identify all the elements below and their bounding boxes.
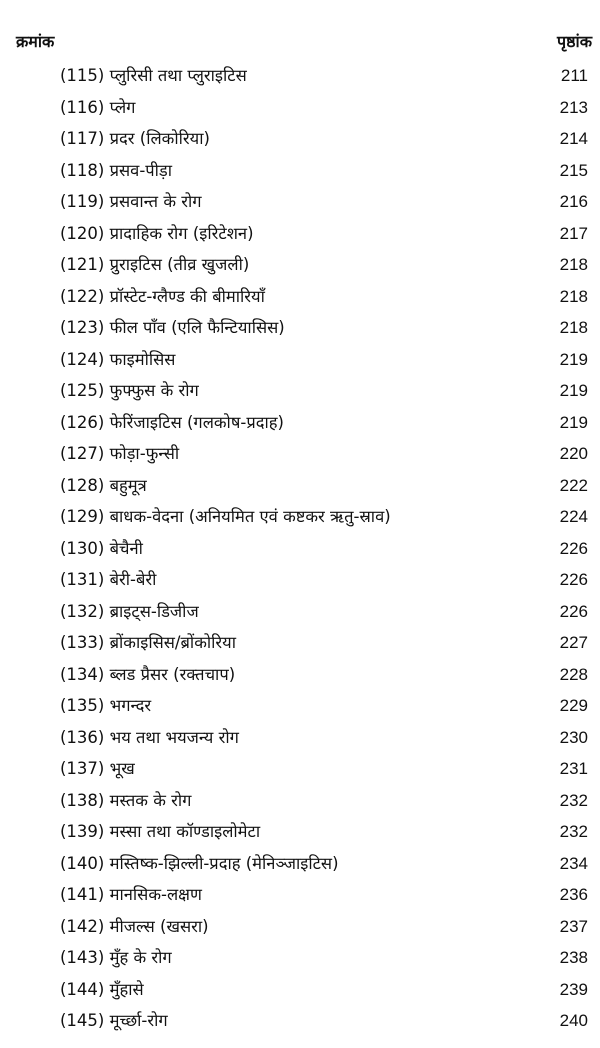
entry-title: (116) प्लेग	[60, 97, 136, 117]
list-item	[0, 312, 600, 344]
list-item	[0, 974, 600, 1006]
list-item	[0, 785, 600, 817]
entry-page-number: 229	[559, 696, 588, 715]
list-item	[0, 407, 600, 439]
list-item	[0, 344, 600, 376]
list-item	[0, 879, 600, 911]
entry-page-number: 219	[559, 381, 588, 400]
entry-title: (130) बेचैनी	[60, 538, 143, 558]
list-item	[0, 155, 600, 187]
entry-page-number: 230	[559, 727, 588, 747]
entry-title: (137) भूख	[60, 759, 135, 778]
entry-title: (117) प्रदर (लिकोरिया)	[60, 129, 210, 148]
entry-title: (138) मस्तक के रोग	[60, 790, 192, 810]
entry-title: (131) बेरी-बेरी	[60, 570, 157, 589]
entry-title: (144) मुँहासे	[60, 979, 144, 999]
entry-page-number: 240	[559, 1011, 588, 1030]
page-number-heading: पृष्ठांक	[557, 32, 592, 51]
entry-page-number: 218	[559, 318, 588, 337]
entry-page-number: 237	[559, 916, 588, 936]
entry-page-number: 224	[559, 507, 588, 526]
entry-title: (126) फेरिंजाइटिस (गलकोष-प्रदाह)	[60, 412, 284, 432]
list-item	[0, 123, 600, 155]
list-item	[0, 281, 600, 313]
entry-title: (129) बाधक-वेदना (अनियमित एवं कष्टकर ऋतु-स्राव)	[60, 507, 391, 526]
entry-page-number: 219	[559, 349, 588, 369]
list-item	[0, 60, 600, 92]
entry-page-number: 215	[559, 160, 588, 180]
entry-page-number: 219	[559, 412, 588, 432]
entry-page-number: 226	[559, 570, 588, 589]
entry-title: (124) फाइमोसिस	[60, 349, 176, 369]
list-item	[0, 564, 600, 596]
entry-title: (133) ब्रोंकाइसिस/ब्रोंकोरिया	[60, 633, 237, 652]
list-item	[0, 816, 600, 848]
entry-page-number: 226	[559, 538, 588, 558]
list-item	[0, 627, 600, 659]
entry-title: (145) मूर्च्छा-रोग	[60, 1011, 168, 1030]
entry-page-number: 211	[560, 66, 588, 85]
contents-header	[0, 30, 600, 58]
list-item	[0, 690, 600, 722]
list-item	[0, 1005, 600, 1037]
entry-page-number: 220	[559, 444, 588, 463]
entry-title: (122) प्रॉस्टेट-ग्लैण्ड की बीमारियाँ	[60, 286, 265, 306]
entry-page-number: 234	[559, 853, 588, 873]
list-item	[0, 249, 600, 281]
entry-title: (134) ब्लड प्रैसर (रक्तचाप)	[60, 664, 236, 684]
list-item	[0, 375, 600, 407]
entry-title: (143) मुँह के रोग	[60, 948, 172, 967]
entry-page-number: 228	[559, 664, 588, 684]
entry-title: (115) प्लुरिसी तथा प्लुराइटिस	[60, 66, 247, 85]
entry-title: (141) मानसिक-लक्षण	[60, 885, 202, 904]
entry-title: (123) फील पाँव (एलि फैन्टियासिस)	[60, 318, 285, 337]
contents-list	[0, 60, 600, 1037]
list-item	[0, 438, 600, 470]
list-item	[0, 753, 600, 785]
entry-page-number: 213	[559, 97, 588, 117]
entry-page-number: 232	[559, 790, 588, 810]
entry-title: (120) प्रादाहिक रोग (इरिटेशन)	[60, 223, 254, 243]
list-item	[0, 501, 600, 533]
entry-page-number: 214	[559, 129, 588, 148]
entry-title: (128) बहुमूत्र	[60, 475, 147, 495]
serial-number-heading: क्रमांक	[16, 32, 55, 51]
list-item	[0, 722, 600, 754]
entry-title: (125) फुफ्फुस के रोग	[60, 381, 199, 400]
entry-page-number: 231	[559, 759, 588, 778]
entry-page-number: 238	[559, 948, 588, 967]
entry-title: (140) मस्तिष्क-झिल्ली-प्रदाह (मेनिञ्जाइटिस)	[60, 853, 339, 873]
entry-page-number: 226	[559, 601, 588, 621]
entry-page-number: 236	[559, 885, 588, 904]
entry-page-number: 222	[559, 475, 588, 495]
entry-page-number: 227	[559, 633, 588, 652]
list-item	[0, 659, 600, 691]
list-item	[0, 186, 600, 218]
list-item	[0, 596, 600, 628]
entry-title: (119) प्रसवान्त के रोग	[60, 192, 202, 211]
list-item	[0, 92, 600, 124]
entry-page-number: 217	[559, 223, 588, 243]
entry-title: (135) भगन्दर	[60, 696, 152, 715]
entry-title: (127) फोड़ा-फुन्सी	[60, 444, 180, 463]
entry-page-number: 216	[559, 192, 588, 211]
entry-title: (121) प्रुराइटिस (तीव्र खुजली)	[60, 255, 250, 274]
entry-page-number: 239	[559, 979, 588, 999]
list-item	[0, 942, 600, 974]
list-item	[0, 470, 600, 502]
entry-page-number: 218	[559, 286, 588, 306]
entry-page-number: 218	[559, 255, 588, 274]
entry-title: (136) भय तथा भयजन्य रोग	[60, 727, 239, 747]
list-item	[0, 218, 600, 250]
list-item	[0, 533, 600, 565]
list-item	[0, 848, 600, 880]
list-item	[0, 911, 600, 943]
entry-title: (139) मस्सा तथा कॉण्डाइलोमेटा	[60, 822, 261, 841]
entry-title: (118) प्रसव-पीड़ा	[60, 160, 173, 180]
entry-title: (142) मीजल्स (खसरा)	[60, 916, 209, 936]
entry-page-number: 232	[559, 822, 588, 841]
entry-title: (132) ब्राइट्स-डिजीज	[60, 601, 199, 621]
